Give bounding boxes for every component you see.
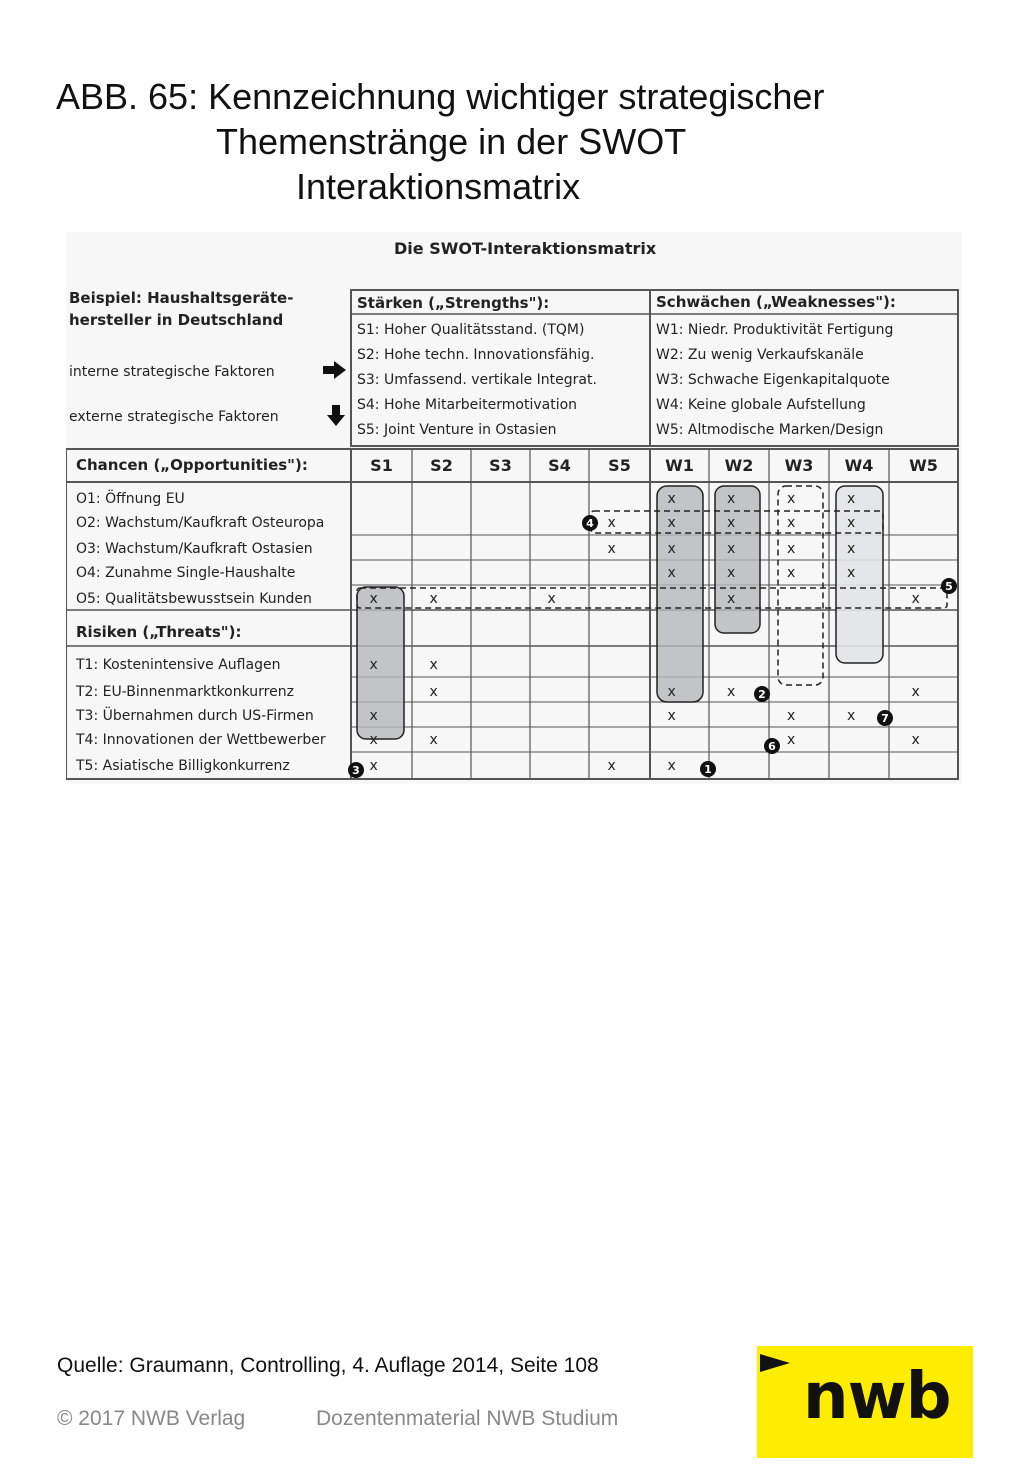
opportunity-mark: x bbox=[727, 541, 736, 557]
strength-item: S4: Hohe Mitarbeitermotivation bbox=[357, 397, 578, 413]
strand-3-shape bbox=[357, 587, 404, 739]
weakness-item: W2: Zu wenig Verkaufskanäle bbox=[656, 347, 864, 363]
threat-mark: x bbox=[369, 708, 378, 724]
nwb-logo bbox=[757, 1346, 973, 1458]
opportunity-mark: x bbox=[727, 591, 736, 607]
logo-wordmark: nwb bbox=[803, 1360, 951, 1434]
column-header: S4 bbox=[548, 456, 571, 475]
opportunity-mark: x bbox=[429, 591, 438, 607]
example-line-1: Beispiel: Haushaltsgeräte- bbox=[69, 289, 294, 307]
column-header: S2 bbox=[430, 456, 453, 475]
opportunity-mark: x bbox=[607, 541, 616, 557]
opportunity-mark: x bbox=[911, 591, 920, 607]
logo-play-icon bbox=[760, 1354, 790, 1372]
threat-mark: x bbox=[429, 684, 438, 700]
opportunity-mark: x bbox=[787, 541, 796, 557]
threat-mark: x bbox=[911, 732, 920, 748]
opportunity-mark: x bbox=[847, 541, 856, 557]
opportunity-mark: x bbox=[787, 491, 796, 507]
strand-badge-number: 4 bbox=[586, 517, 594, 530]
internal-factors-label: interne strategische Faktoren bbox=[69, 364, 275, 380]
opportunity-mark: x bbox=[787, 565, 796, 581]
opportunity-mark: x bbox=[667, 565, 676, 581]
column-header: W1 bbox=[665, 456, 694, 475]
strand-badge-number: 5 bbox=[945, 580, 953, 593]
column-header: S3 bbox=[489, 456, 512, 475]
example-line-2: hersteller in Deutschland bbox=[69, 311, 284, 329]
column-header: W3 bbox=[784, 456, 814, 475]
threat-item: T4: Innovationen der Wettbewerber bbox=[76, 732, 326, 748]
opportunity-item: O1: Öffnung EU bbox=[76, 491, 185, 507]
weakness-item: W5: Altmodische Marken/Design bbox=[656, 422, 884, 438]
strength-item: S1: Hoher Qualitätsstand. (TQM) bbox=[357, 322, 585, 338]
threat-item: T5: Asiatische Billigkonkurrenz bbox=[76, 758, 290, 774]
threat-mark: x bbox=[787, 708, 796, 724]
weakness-item: W4: Keine globale Aufstellung bbox=[656, 397, 866, 413]
strand-shape-w2 bbox=[715, 486, 760, 633]
strand-1-shape bbox=[657, 486, 703, 702]
title-line-3: Interaktionsmatrix bbox=[296, 166, 581, 207]
opportunities-header: Chancen („Opportunities"): bbox=[76, 456, 308, 474]
threat-mark: x bbox=[667, 758, 676, 774]
threat-mark: x bbox=[727, 684, 736, 700]
opportunity-mark: x bbox=[667, 541, 676, 557]
weakness-item: W1: Niedr. Produktivität Fertigung bbox=[656, 322, 894, 338]
threat-mark: x bbox=[911, 684, 920, 700]
opportunity-mark: x bbox=[727, 491, 736, 507]
opportunity-mark: x bbox=[607, 515, 616, 531]
material-note: Dozentenmaterial NWB Studium bbox=[316, 1407, 619, 1430]
strand-badge-number: 7 bbox=[881, 712, 889, 725]
title-line-2: Themenstränge in der SWOT bbox=[216, 121, 687, 162]
strand-badge-number: 3 bbox=[352, 764, 360, 777]
opportunity-mark: x bbox=[667, 491, 676, 507]
strand-badge-number: 1 bbox=[704, 763, 712, 776]
threat-mark: x bbox=[667, 708, 676, 724]
opportunity-item: O3: Wachstum/Kaufkraft Ostasien bbox=[76, 541, 313, 557]
threat-mark: x bbox=[429, 732, 438, 748]
threat-item: T3: Übernahmen durch US-Firmen bbox=[76, 708, 314, 724]
slide-title bbox=[56, 74, 986, 209]
opportunity-mark: x bbox=[727, 515, 736, 531]
threat-mark: x bbox=[429, 657, 438, 673]
matrix-heading: Die SWOT-Interaktionsmatrix bbox=[394, 239, 657, 258]
strength-item: S5: Joint Venture in Ostasien bbox=[357, 422, 557, 438]
threat-mark: x bbox=[369, 758, 378, 774]
opportunity-mark: x bbox=[847, 565, 856, 581]
weaknesses-header: Schwächen („Weaknesses"): bbox=[656, 293, 896, 311]
column-header: W2 bbox=[724, 456, 754, 475]
strand-badge-number: 2 bbox=[758, 688, 766, 701]
column-header: S5 bbox=[608, 456, 631, 475]
threat-item: T2: EU-Binnenmarktkonkurrenz bbox=[76, 684, 294, 700]
strength-item: S2: Hohe techn. Innovationsfähig. bbox=[357, 347, 595, 363]
opportunity-mark: x bbox=[547, 591, 556, 607]
threat-item: T1: Kostenintensive Auflagen bbox=[76, 657, 281, 673]
threat-mark: x bbox=[369, 732, 378, 748]
opportunity-mark: x bbox=[727, 565, 736, 581]
strengths-header: Stärken („Strengths"): bbox=[357, 294, 550, 312]
threat-mark: x bbox=[369, 657, 378, 673]
column-header: W5 bbox=[909, 456, 938, 475]
opportunity-mark: x bbox=[667, 515, 676, 531]
column-header: W4 bbox=[844, 456, 874, 475]
title-line-1: ABB. 65: Kennzeichnung wichtiger strategischer bbox=[56, 76, 825, 117]
column-header: S1 bbox=[370, 456, 393, 475]
strand-7-shape bbox=[836, 486, 883, 663]
threat-mark: x bbox=[847, 708, 856, 724]
strand-badge-number: 6 bbox=[768, 740, 776, 753]
opportunity-item: O4: Zunahme Single-Haushalte bbox=[76, 565, 296, 581]
source-note: Quelle: Graumann, Controlling, 4. Auflage 2014, Seite 108 bbox=[57, 1354, 599, 1377]
external-factors-label: externe strategische Faktoren bbox=[69, 409, 279, 425]
threat-mark: x bbox=[607, 758, 616, 774]
strength-item: S3: Umfassend. vertikale Integrat. bbox=[357, 372, 597, 388]
threat-mark: x bbox=[667, 684, 676, 700]
copyright-note: © 2017 NWB Verlag bbox=[57, 1407, 246, 1430]
threats-header: Risiken („Threats"): bbox=[76, 623, 242, 641]
opportunity-mark: x bbox=[847, 515, 856, 531]
opportunity-item: O2: Wachstum/Kaufkraft Osteuropa bbox=[76, 515, 325, 531]
threat-mark: x bbox=[787, 732, 796, 748]
opportunity-mark: x bbox=[847, 491, 856, 507]
opportunity-mark: x bbox=[369, 591, 378, 607]
opportunity-mark: x bbox=[787, 515, 796, 531]
opportunity-item: O5: Qualitätsbewusstsein Kunden bbox=[76, 591, 312, 607]
weakness-item: W3: Schwache Eigenkapitalquote bbox=[656, 372, 890, 388]
swot-interaction-matrix bbox=[66, 232, 962, 784]
